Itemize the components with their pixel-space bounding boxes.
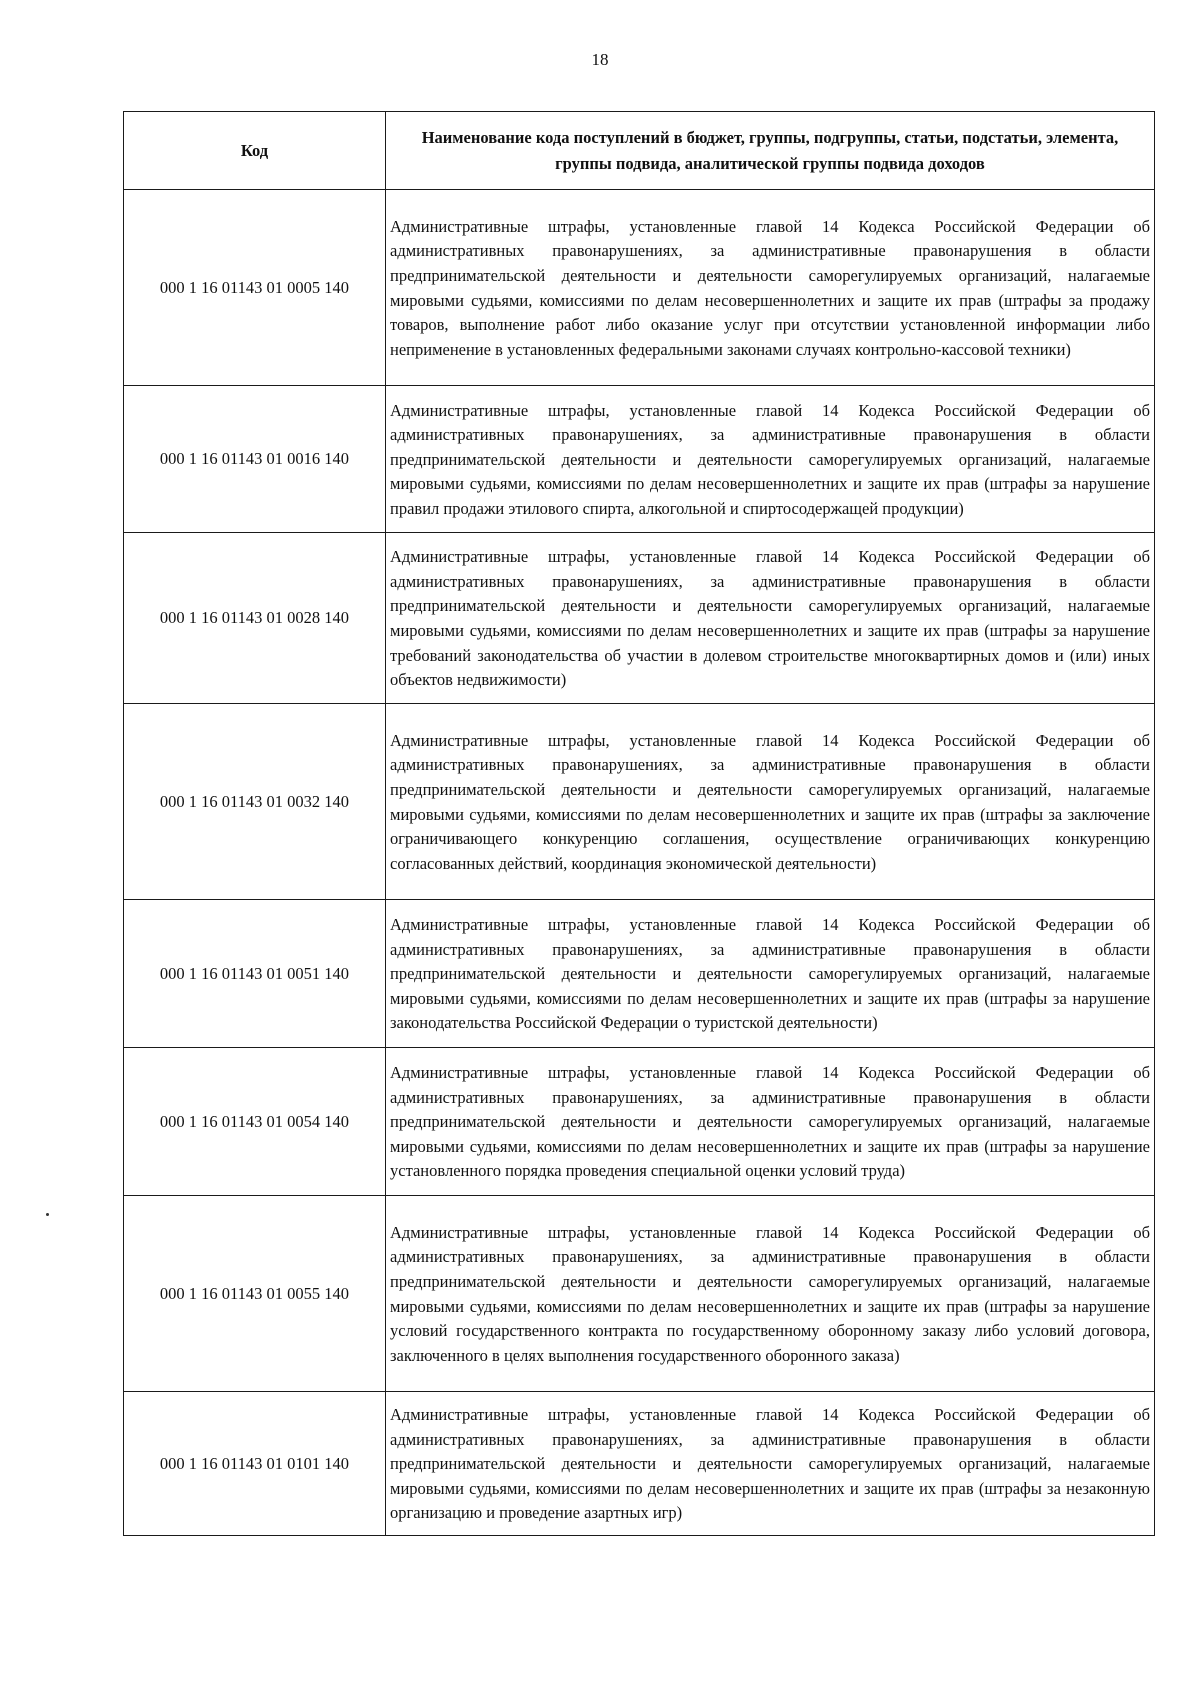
page-number: 18 bbox=[591, 50, 609, 69]
table-row bbox=[124, 1392, 1155, 1536]
row-code: 000 1 16 01143 01 0055 140 bbox=[124, 1196, 386, 1392]
revenue-codes-table bbox=[123, 111, 1155, 1536]
row-code: 000 1 16 01143 01 0028 140 bbox=[124, 533, 386, 704]
table-row bbox=[124, 704, 1155, 900]
row-name: Административные штрафы, установленные главой 14 Кодекса Российской Федерации об административных правонарушениях, за административные правонарушения в области предпринимательской деятельности и деятельности саморегулируемых организаций, налагаемые мировыми судьями, комиссиями по делам несовершеннолетних и защите их прав (штрафы за нарушение требований законодательства об участии в долевом строительстве многоквартирных домов и (или) иных объектов недвижимости) bbox=[386, 533, 1155, 704]
row-name: Административные штрафы, установленные главой 14 Кодекса Российской Федерации об административных правонарушениях, за административные правонарушения в области предпринимательской деятельности и деятельности саморегулируемых организаций, налагаемые мировыми судьями, комиссиями по делам несовершеннолетних и защите их прав (штрафы за продажу товаров, выполнение работ либо оказание услуг при отсутствии установленной информации либо неприменение в установленных федеральными законами случаях контрольно-кассовой техники) bbox=[386, 190, 1155, 386]
row-code: 000 1 16 01143 01 0054 140 bbox=[124, 1048, 386, 1196]
header-code: Код bbox=[124, 112, 386, 190]
table-header-row bbox=[124, 112, 1155, 190]
row-code: 000 1 16 01143 01 0051 140 bbox=[124, 900, 386, 1048]
table-row bbox=[124, 190, 1155, 386]
table-row bbox=[124, 386, 1155, 533]
row-code: 000 1 16 01143 01 0005 140 bbox=[124, 190, 386, 386]
header-name: Наименование кода поступлений в бюджет, группы, подгруппы, статьи, подстатьи, элемента, группы подвида, аналитической группы подвида доходов bbox=[386, 112, 1155, 190]
table-row bbox=[124, 900, 1155, 1048]
row-name: Административные штрафы, установленные главой 14 Кодекса Российской Федерации об административных правонарушениях, за административные правонарушения в области предпринимательской деятельности и деятельности саморегулируемых организаций, налагаемые мировыми судьями, комиссиями по делам несовершеннолетних и защите их прав (штрафы за нарушение установленного порядка проведения специальной оценки условий труда) bbox=[386, 1048, 1155, 1196]
row-name: Административные штрафы, установленные главой 14 Кодекса Российской Федерации об административных правонарушениях, за административные правонарушения в области предпринимательской деятельности и деятельности саморегулируемых организаций, налагаемые мировыми судьями, комиссиями по делам несовершеннолетних и защите их прав (штрафы за нарушение правил продажи этилового спирта, алкогольной и спиртосодержащей продукции) bbox=[386, 386, 1155, 533]
scan-speck bbox=[46, 1213, 49, 1216]
row-code: 000 1 16 01143 01 0032 140 bbox=[124, 704, 386, 900]
table-row bbox=[124, 1048, 1155, 1196]
row-name: Административные штрафы, установленные главой 14 Кодекса Российской Федерации об административных правонарушениях, за административные правонарушения в области предпринимательской деятельности и деятельности саморегулируемых организаций, налагаемые мировыми судьями, комиссиями по делам несовершеннолетних и защите их прав (штрафы за нарушение законодательства Российской Федерации о туристской деятельности) bbox=[386, 900, 1155, 1048]
row-code: 000 1 16 01143 01 0016 140 bbox=[124, 386, 386, 533]
row-code: 000 1 16 01143 01 0101 140 bbox=[124, 1392, 386, 1536]
table-row bbox=[124, 533, 1155, 704]
row-name: Административные штрафы, установленные главой 14 Кодекса Российской Федерации об административных правонарушениях, за административные правонарушения в области предпринимательской деятельности и деятельности саморегулируемых организаций, налагаемые мировыми судьями, комиссиями по делам несовершеннолетних и защите их прав (штрафы за нарушение условий государственного контракта по государственному оборонному заказу либо условий договора, заключенного в целях выполнения государственного оборонного заказа) bbox=[386, 1196, 1155, 1392]
row-name: Административные штрафы, установленные главой 14 Кодекса Российской Федерации об административных правонарушениях, за административные правонарушения в области предпринимательской деятельности и деятельности саморегулируемых организаций, налагаемые мировыми судьями, комиссиями по делам несовершеннолетних и защите их прав (штрафы за заключение ограничивающего конкуренцию соглашения, осуществление ограничивающих конкуренцию согласованных действий, координация экономической деятельности) bbox=[386, 704, 1155, 900]
table-row bbox=[124, 1196, 1155, 1392]
row-name: Административные штрафы, установленные главой 14 Кодекса Российской Федерации об административных правонарушениях, за административные правонарушения в области предпринимательской деятельности и деятельности саморегулируемых организаций, налагаемые мировыми судьями, комиссиями по делам несовершеннолетних и защите их прав (штрафы за незаконную организацию и проведение азартных игр) bbox=[386, 1392, 1155, 1536]
